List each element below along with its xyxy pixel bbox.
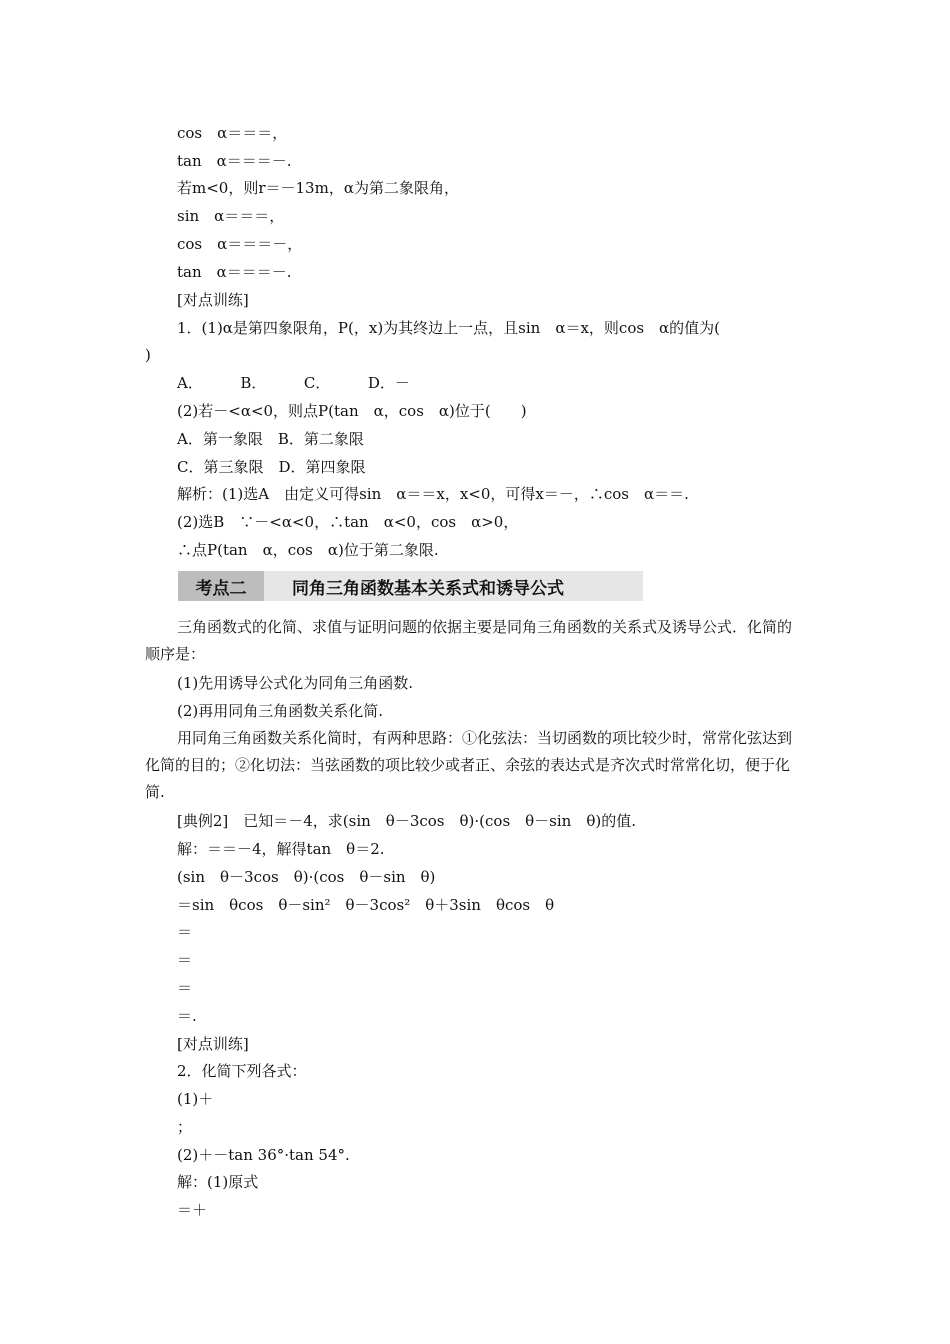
question-2-part-2: (2)＋－tan 36°·tan 54°. <box>177 1146 350 1164</box>
solution-line: 解：(1)原式 <box>177 1173 259 1191</box>
solution-line: ＝sin θcos θ－sin² θ－3cos² θ＋3sin θcos θ <box>177 896 555 914</box>
solution-line: ＝＋ <box>177 1201 208 1219</box>
question-1-stem-end: ) <box>145 346 151 364</box>
solution-line: (2)选B ∵－<α<0，∴tan α<0，cos α>0， <box>177 513 519 531</box>
intro-paragraph: 三角函数式的化简、求值与证明问题的依据主要是同角三角函数的关系式及诱导公式．化简的顺序是： <box>145 618 793 663</box>
section-title: 同角三角函数基本关系式和诱导公式 <box>292 578 564 599</box>
solution-line: ∴点P(tan α，cos α)位于第二象限. <box>177 541 439 559</box>
solution-line: (sin θ－3cos θ)·(cos θ－sin θ) <box>177 868 436 886</box>
example-2-stem: [典例2] 已知＝－4，求(sin θ－3cos θ)·(cos θ－sin θ)的值. <box>177 812 636 830</box>
text-line: cos α＝＝＝－， <box>177 235 303 253</box>
method-paragraph: 用同角三角函数关系化简时，有两种思路：①化弦法：当切函数的项比较少时，常常化弦达到化简的目的；②化切法：当弦函数的项比较少或者正、余弦的表达式是齐次式时常常化切，便于化简. <box>145 729 793 801</box>
question-1-options-cd: C．第三象限 D．第四象限 <box>177 458 366 476</box>
solution-line: ＝ <box>177 951 193 969</box>
solution-line: 解：＝＝－4，解得tan θ＝2. <box>177 840 385 858</box>
question-1-options: A． B． C． D．－ <box>177 374 410 392</box>
question-2-part-1: (1)＋ <box>177 1090 214 1108</box>
text-line: tan α＝＝＝－. <box>177 152 292 170</box>
solution-line: ＝. <box>177 1007 197 1025</box>
text-line: cos α＝＝＝， <box>177 124 288 142</box>
question-1-options-ab: A．第一象限 B．第二象限 <box>177 430 364 448</box>
practice-heading: [对点训练] <box>177 1035 249 1053</box>
text-line: tan α＝＝＝－. <box>177 263 292 281</box>
question-2-stem: 2．化简下列各式： <box>177 1062 307 1080</box>
question-2-part-1-end: ； <box>177 1118 193 1136</box>
practice-heading: [对点训练] <box>177 291 249 309</box>
step-1: (1)先用诱导公式化为同角三角函数. <box>177 674 414 692</box>
section-tag: 考点二 <box>178 571 264 601</box>
step-2: (2)再用同角三角函数关系化简. <box>177 702 384 720</box>
question-1-part-2: (2)若－<α<0，则点P(tan α，cos α)位于( ) <box>177 402 527 420</box>
solution-line: ＝ <box>177 923 193 941</box>
solution-line: 解析：(1)选A 由定义可得sin α＝＝x，x<0，可得x＝－，∴cos α＝＝. <box>177 485 689 503</box>
text-line: 若m<0，则r＝－13m，α为第二象限角， <box>177 179 459 197</box>
solution-line: ＝ <box>177 979 193 997</box>
text-line: sin α＝＝＝， <box>177 207 285 225</box>
question-1-stem: 1．(1)α是第四象限角，P(，x)为其终边上一点，且sin α＝x，则cos α的值为( <box>177 319 721 337</box>
section-header <box>178 571 643 601</box>
